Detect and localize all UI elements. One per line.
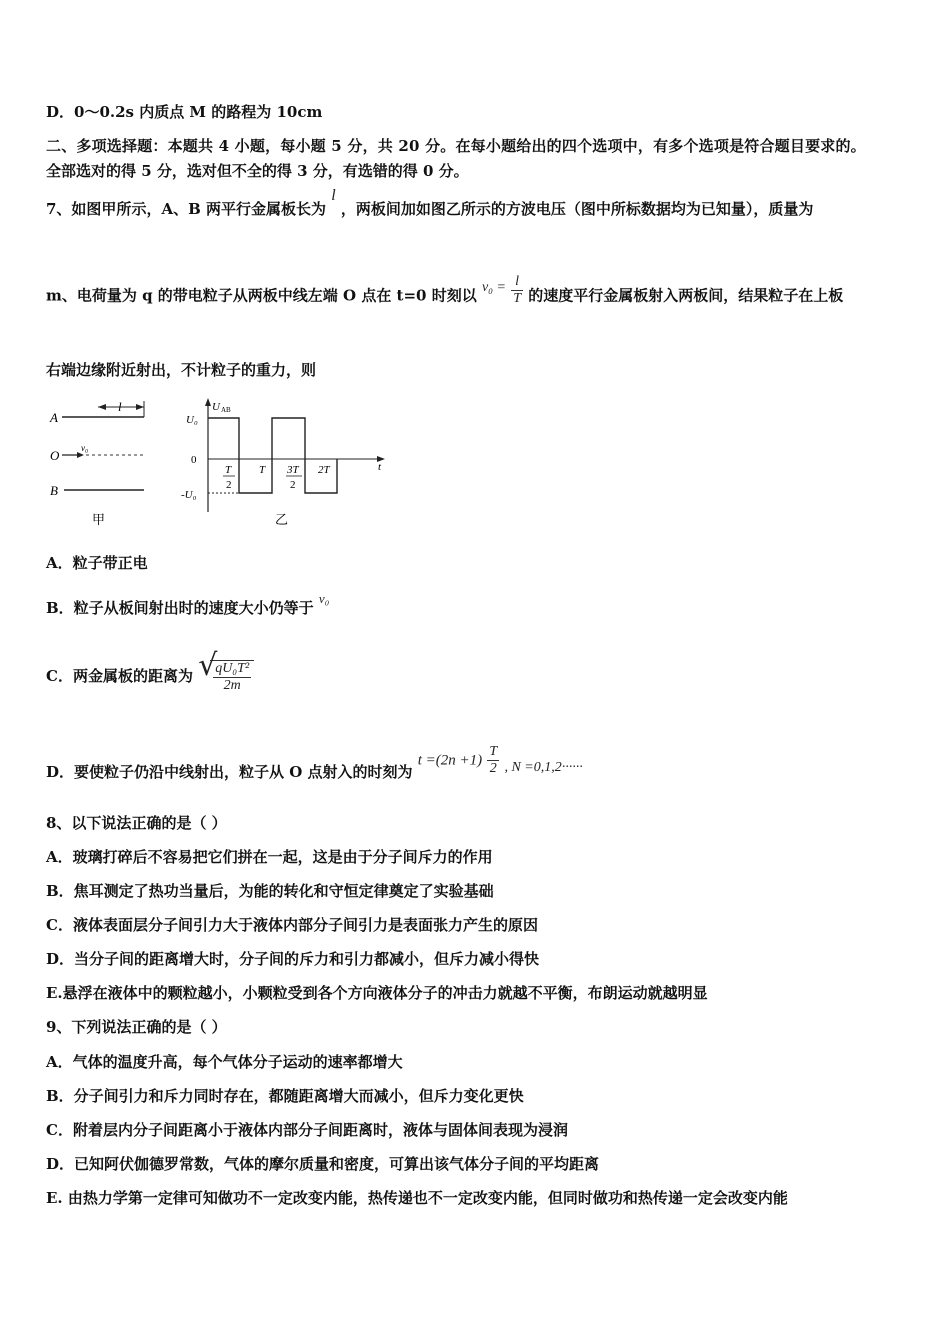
q6-option-d: D．0～0.2s 内质点 M 的路程为 10cm — [46, 103, 323, 121]
time-fraction — [487, 744, 499, 777]
figure-jia-caption: 甲 — [92, 512, 106, 527]
point-o-label: O — [50, 448, 60, 463]
q8-option-d: D．当分子间的距离增大时，分子间的斥力和引力都减小，但斥力减小得快 — [46, 950, 540, 968]
length-arrowhead-left — [98, 404, 106, 410]
q7-stem-line1 — [46, 187, 814, 220]
time-fraction-den: 2 — [489, 761, 497, 776]
figure-yi — [175, 396, 390, 531]
u0-label: U₀ — [186, 414, 198, 426]
y-axis-subscript: AB — [221, 406, 231, 414]
q9-option-a: A．气体的温度升高，每个气体分子运动的速率都增大 — [46, 1053, 403, 1071]
time-fraction-num: T — [489, 744, 498, 759]
q7-stem-line3: 右端边缘附近射出，不计粒子的重力，则 — [46, 361, 317, 379]
q9-stem: 9、下列说法正确的是（ ） — [46, 1018, 227, 1036]
plate-length-symbol: l — [331, 187, 336, 204]
q8-stem: 8、以下说法正确的是（ ） — [46, 814, 227, 832]
q7-stem-text-1: 7、如图甲所示，A、B 两平行金属板长为 — [46, 200, 326, 218]
distance-fraction-num: qU₀T² — [215, 661, 250, 676]
tick-t: T — [259, 464, 266, 476]
v0-symbol: v₀ — [318, 591, 330, 606]
v0-equation-lhs: v₀ = — [481, 279, 506, 295]
length-arrowhead-right — [136, 404, 144, 410]
q7-option-b-text: B．粒子从板间射出时的速度大小仍等于 — [46, 599, 314, 617]
q7-option-d — [46, 744, 583, 780]
velocity-label: v₀ — [81, 443, 89, 453]
plate-a-label: A — [50, 410, 58, 425]
sqrt-symbol-icon: √ — [198, 648, 218, 683]
distance-fraction — [213, 661, 251, 694]
q8-option-c: C．液体表面层分子间引力大于液体内部分子间引力是表面张力产生的原因 — [46, 916, 538, 934]
q9-option-d: D．已知阿伏伽德罗常数，气体的摩尔质量和密度，可算出该气体分子间的平均距离 — [46, 1155, 600, 1173]
v0-fraction-den: T — [513, 291, 521, 306]
y-axis-label: U — [212, 401, 220, 413]
tick-2t: 2T — [318, 464, 330, 476]
q9-option-c: C．附着层内分子间距离小于液体内部分子间距离时，液体与固体间表现为浸润 — [46, 1121, 568, 1139]
figure-jia — [46, 398, 156, 528]
time-formula-rhs: , N =0,1,2······ — [504, 759, 583, 775]
q7-stem-line2 — [46, 274, 844, 320]
tick-3half-t-num: 3T — [287, 464, 299, 476]
q7-option-b — [46, 591, 330, 619]
plate-b-label: B — [50, 483, 58, 498]
q7-stem-text-2: ，两板间加如图乙所示的方波电压（图中所标数据均为已知量），质量为 — [340, 200, 814, 218]
distance-formula — [198, 648, 254, 694]
q8-option-e: E.悬浮在液体中的颗粒越小，小颗粒受到各个方向液体分子的冲击力就越不平衡，布朗运动就越明显 — [46, 984, 708, 1002]
time-formula-lhs: t =(2n +1) — [417, 752, 483, 769]
zero-label: 0 — [191, 454, 197, 466]
y-axis-arrowhead — [205, 398, 211, 406]
q9-option-e: E. 由热力学第一定律可知做功不一定改变内能，热传递也不一定改变内能，但同时做功和热传递一定会改变内能 — [46, 1189, 788, 1207]
q7-option-c-text: C．两金属板的距离为 — [46, 667, 193, 685]
q8-option-a: A．玻璃打碎后不容易把它们拼在一起，这是由于分子间斥力的作用 — [46, 848, 493, 866]
q7-stem-text-3: m、电荷量为 q 的带电粒子从两板中线左端 O 点在 t=0 时刻以 — [46, 286, 477, 305]
q8-option-b: B．焦耳测定了热功当量后，为能的转化和守恒定律奠定了实验基础 — [46, 882, 494, 900]
length-label: l — [118, 399, 122, 414]
q7-stem-text-4: 的速度平行金属板射入两板间，结果粒子在上板 — [528, 286, 844, 305]
distance-fraction-den: 2m — [223, 678, 241, 693]
q7-option-a: A．粒子带正电 — [46, 554, 148, 572]
q7-option-d-text: D．要使粒子仍沿中线射出，粒子从 O 点射入的时刻为 — [46, 762, 413, 781]
section2-instructions-line1: 二、多项选择题：本题共 4 小题，每小题 5 分，共 20 分。在每小题给出的四个选项中，有多个选项是符合题目要求的。 — [46, 137, 866, 155]
tick-half-t-den: 2 — [226, 479, 232, 491]
figure-yi-caption: 乙 — [275, 512, 289, 527]
v0-fraction-num: l — [511, 274, 523, 291]
neg-u0-label: -U₀ — [181, 489, 197, 501]
tick-half-t-num: T — [225, 464, 232, 476]
q7-option-c — [46, 648, 254, 704]
q9-option-b: B．分子间引力和斥力同时存在，都随距离增大而减小，但斥力变化更快 — [46, 1087, 524, 1105]
tick-3half-t-den: 2 — [290, 479, 296, 491]
v0-fraction — [511, 274, 523, 307]
x-axis-label: t — [378, 461, 382, 473]
section2-instructions-line2: 全部选对的得 5 分，选对但不全的得 3 分，有选错的得 0 分。 — [46, 162, 469, 180]
